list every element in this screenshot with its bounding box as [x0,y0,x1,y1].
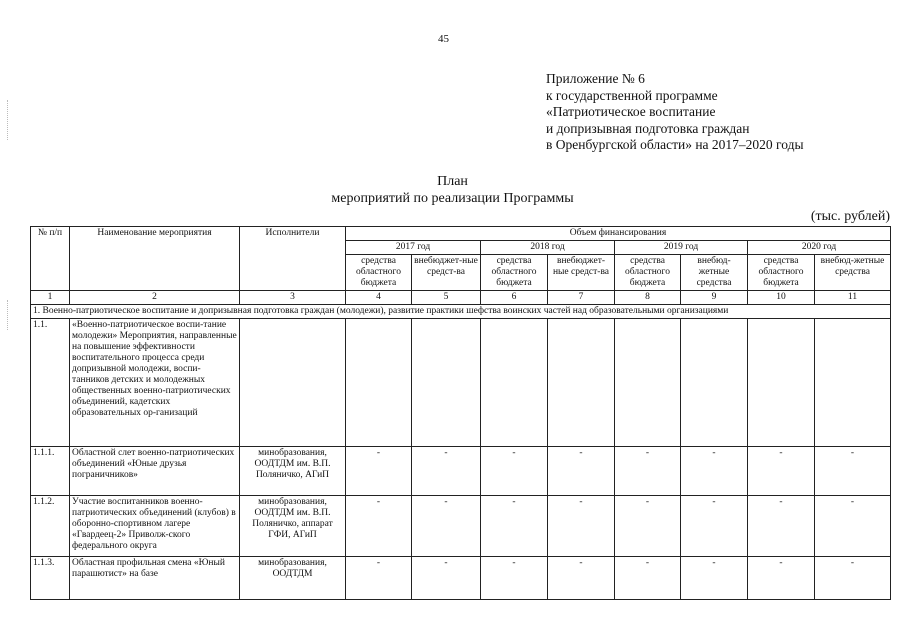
row-num: 1.1.2. [31,496,70,557]
row-value [412,319,481,447]
row-value: - [815,447,891,496]
column-number: 9 [681,291,748,305]
row-value: - [548,557,615,600]
row-value: - [346,557,412,600]
column-number: 5 [412,291,481,305]
row-num: 1.1.3. [31,557,70,600]
row-value [481,319,548,447]
row-value: - [681,447,748,496]
row-value [748,319,815,447]
appendix-line: Приложение № 6 [546,71,645,86]
row-value: - [615,447,681,496]
column-number: 11 [815,291,891,305]
row-name: Областной слет военно-патриотических объединений «Юные друзья пограничников» [70,447,240,496]
header-sub: внебюд-жетные средства [815,255,891,291]
header-executors: Исполнители [240,227,346,291]
row-value: - [748,557,815,600]
row-value: - [815,496,891,557]
appendix-header [546,71,804,154]
header-year: 2020 год [748,241,891,255]
column-number: 4 [346,291,412,305]
plan-title-line2: мероприятий по реализации Программы [331,191,574,206]
header-year: 2018 год [481,241,615,255]
column-number: 2 [70,291,240,305]
appendix-line: в Оренбургской области» на 2017–2020 годы [546,137,804,152]
column-number: 8 [615,291,681,305]
column-number: 3 [240,291,346,305]
header-sub: внебюджет-ные средст-ва [548,255,615,291]
table-row [31,447,891,496]
section-title: 1. Военно-патриотическое воспитание и допризывная подготовка граждан (молодежи), развитие практики шефства воинских частей над образовательными организациями [31,305,891,319]
row-value: - [548,447,615,496]
row-name: Областная профильная смена «Юный парашютист» на базе [70,557,240,600]
table-row [31,496,891,557]
row-value: - [481,447,548,496]
plan-title-line1: План [437,174,468,189]
column-number: 7 [548,291,615,305]
header-sub: средства областного бюджета [615,255,681,291]
header-year: 2019 год [615,241,748,255]
table-row [31,557,891,600]
row-value [548,319,615,447]
column-number: 10 [748,291,815,305]
header-sub: средства областного бюджета [481,255,548,291]
table-row [31,319,891,447]
row-value: - [481,557,548,600]
row-value [346,319,412,447]
row-value: - [481,496,548,557]
row-value: - [748,447,815,496]
row-value: - [346,447,412,496]
header-name: Наименование мероприятия [70,227,240,291]
header-sub: средства областного бюджета [346,255,412,291]
appendix-line: к государственной программе [546,87,718,103]
row-value: - [681,496,748,557]
row-value [815,319,891,447]
row-name: «Военно-патриотическое воспи-тание молодежи» Мероприятия, направленные на повышение эффективности воспитательного процесса среди допризывной молодежи, воспи-танников детских и молодежных общественных военно-патриотических объединений, кадетских образовательных ор-ганизаций [70,319,240,447]
column-number: 1 [31,291,70,305]
scan-margin-mark [7,300,9,330]
page-number: 45 [438,33,449,45]
row-executors: минобразования, ООДТДМ [240,557,346,600]
row-value [681,319,748,447]
row-executors: минобразования, ООДТДМ им. В.П. Поляничко, аппарат ГФИ, АГиП [240,496,346,557]
row-executors [240,319,346,447]
appendix-line: «Патриотическое воспитание [546,104,716,119]
row-executors: минобразования, ООДТДМ им. В.П. Поляничко, АГиП [240,447,346,496]
row-value: - [615,496,681,557]
column-number: 6 [481,291,548,305]
row-value: - [346,496,412,557]
row-value: - [748,496,815,557]
row-value: - [412,557,481,600]
units-label: (тыс. рублей) [810,209,890,224]
header-sub: средства областного бюджета [748,255,815,291]
row-value: - [412,447,481,496]
row-value: - [615,557,681,600]
scan-margin-mark [7,100,9,140]
header-num: № п/п [31,227,70,291]
header-sub: внебюджет-ные средст-ва [412,255,481,291]
plan-table [30,226,891,600]
row-name: Участие воспитанников военно-патриотических объединений (клубов) в оборонно-спортивном лагере «Гвардеец-2» Приволж-ского федерального округа [70,496,240,557]
header-sub: внебюд-жетные средства [681,255,748,291]
row-value: - [412,496,481,557]
header-year: 2017 год [346,241,481,255]
appendix-line: и допризывная подготовка граждан [546,120,750,136]
row-value [615,319,681,447]
row-value: - [548,496,615,557]
row-value: - [681,557,748,600]
plan-title [0,173,905,207]
row-num: 1.1.1. [31,447,70,496]
header-funding: Объем финансирования [346,227,891,241]
row-value: - [815,557,891,600]
row-num: 1.1. [31,319,70,447]
